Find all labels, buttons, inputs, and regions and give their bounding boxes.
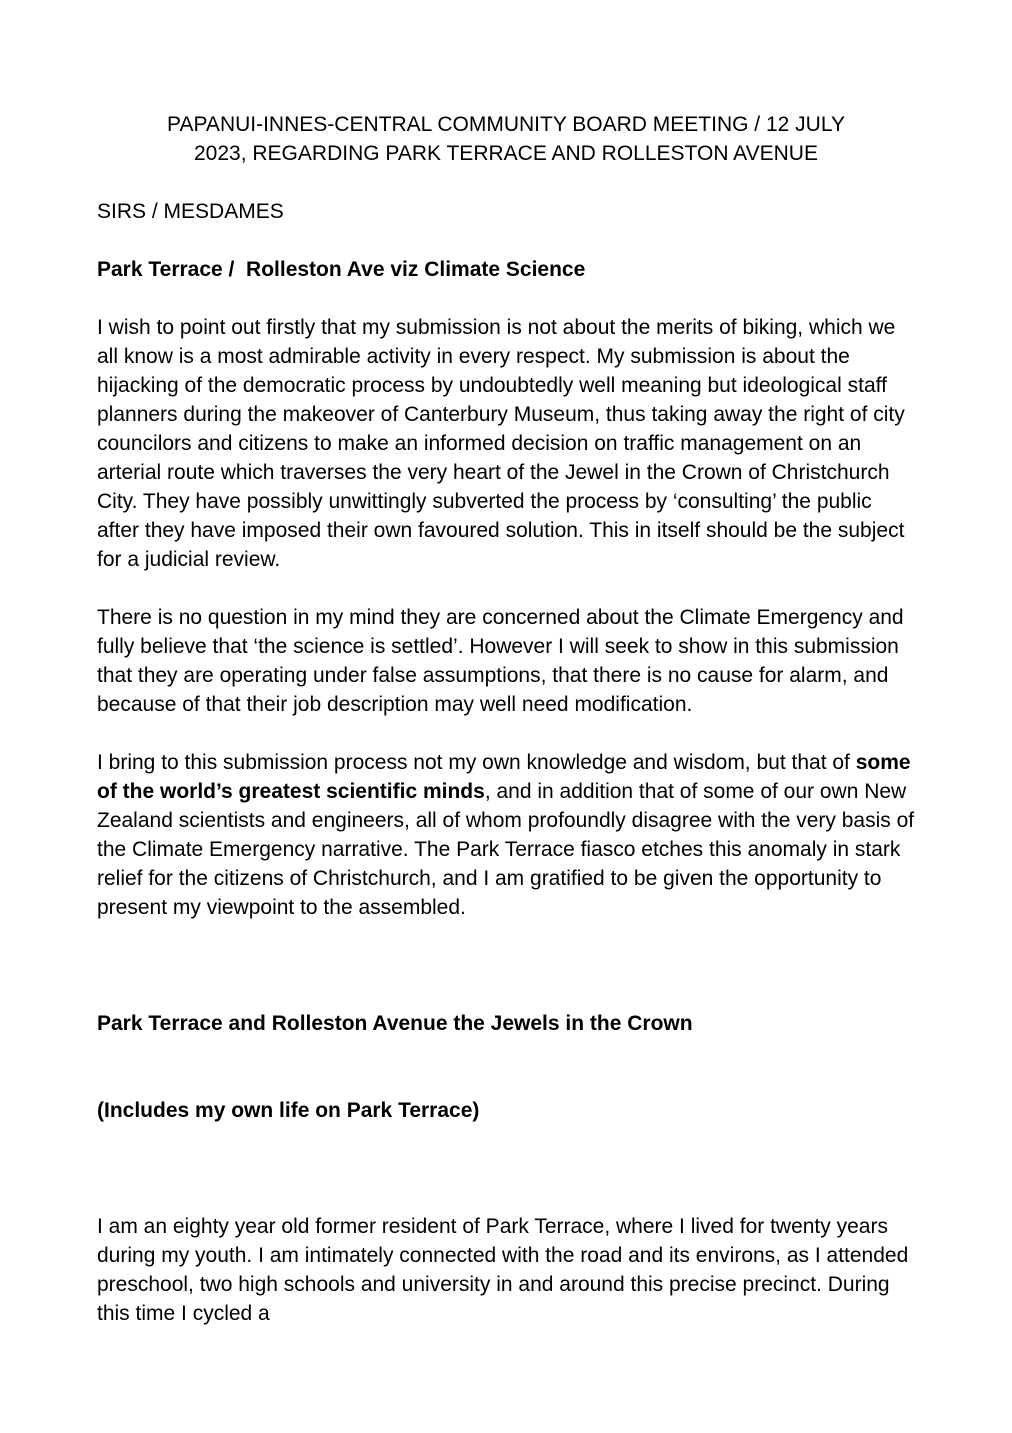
text-run: , and in addition that of some of our own New Zealand scientists and engineers, all of whom profoundly disagree with the very basis of the Climate Emergency narrative. The Park Terrace fiasco etches this anomaly in stark relief for the citizens of Christchurch, and I am gratified to be given the opportunity to present my viewpoint to the assembled. [97, 780, 915, 919]
document-title [97, 110, 915, 168]
section-heading-jewels-line-1: Park Terrace and Rolleston Avenue the Jewels in the Crown [97, 1012, 693, 1035]
document-title-line-1: PAPANUI-INNES-CENTRAL COMMUNITY BOARD MEETING / 12 JULY [167, 113, 845, 136]
section-heading-climate-science: Park Terrace / Rolleston Ave viz Climate Science [97, 258, 586, 281]
paragraph-personal-history: I am an eighty year old former resident of Park Terrace, where I lived for twenty years during my youth. I am intimately connected with the road and its environs, as I attended preschool, two high schools and university in and around this precise precinct. During this time I cycled a [97, 1215, 909, 1325]
bold-text-run: some of the world’s greatest scientific minds [97, 751, 911, 803]
section-heading-jewels-in-crown [97, 951, 915, 1183]
salutation: SIRS / MESDAMES [97, 200, 284, 223]
section-heading-jewels-line-2: (Includes my own life on Park Terrace) [97, 1099, 480, 1122]
paragraph-scientific-minds [97, 748, 915, 922]
document-title-line-2: 2023, REGARDING PARK TERRACE AND ROLLESTON AVENUE [194, 142, 818, 165]
paragraph-climate-emergency: There is no question in my mind they are concerned about the Climate Emergency and fully believe that ‘the science is settled’. However I will seek to show in this submission that they are operating under false assumptions, that there is no cause for alarm, and because of that their job description may well need modification. [97, 606, 904, 716]
text-run: I bring to this submission process not my own knowledge and wisdom, but that of [97, 751, 856, 774]
paragraph-submission-intent: I wish to point out firstly that my submission is not about the merits of biking, which we all know is a most admirable activity in every respect. My submission is about the hijacking of the democratic process by undoubtedly well meaning but ideological staff planners during the makeover of Canterbury Museum, thus taking away the right of city councilors and citizens to make an informed decision on traffic management on an arterial route which traverses the very heart of the Jewel in the Crown of Christchurch City. They have possibly unwittingly subverted the process by ‘consulting’ the public after they have imposed their own favoured solution. This in itself should be the subject for a judicial review. [97, 316, 905, 571]
